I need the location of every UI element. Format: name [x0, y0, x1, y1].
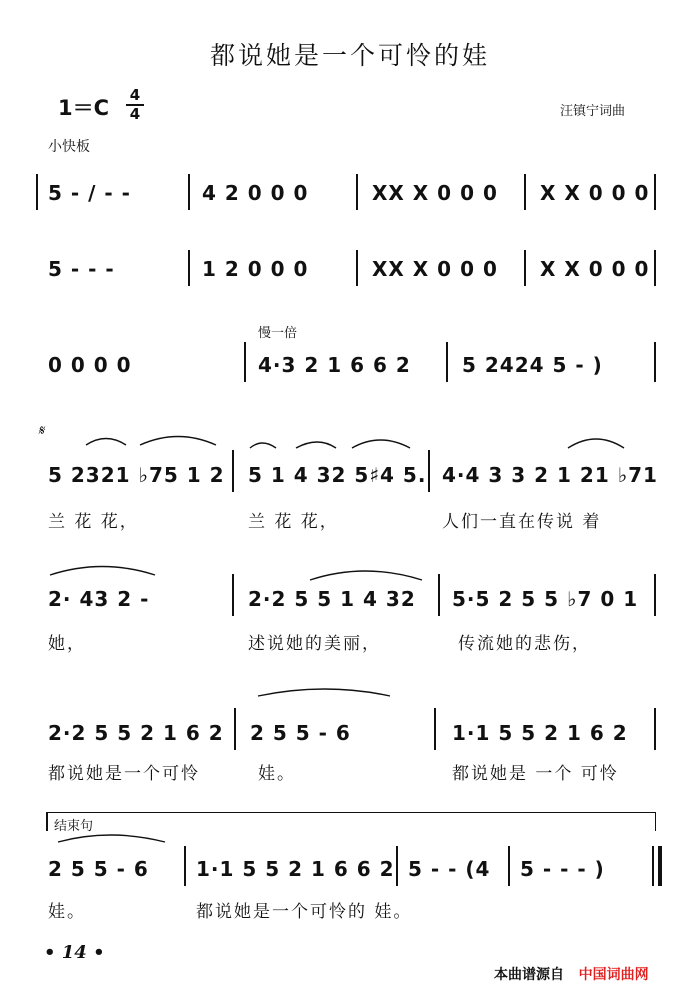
barline	[446, 342, 448, 382]
barline	[188, 174, 190, 210]
measure: 1·1 5 5 2 1 6 2	[452, 721, 628, 745]
barline	[36, 174, 38, 210]
lyric-line: 兰 花 花，	[248, 512, 339, 532]
tempo-mark-slow: 慢一倍	[258, 326, 298, 341]
segno-sign: 𝄋	[38, 423, 45, 439]
time-signature-top: 4	[129, 86, 141, 104]
slur	[258, 689, 390, 696]
measure: 2· 43 2 -	[48, 587, 150, 611]
measure: 5 - - - )	[520, 857, 605, 881]
barline	[654, 574, 656, 616]
measure: 1 2 0 0 0	[202, 257, 309, 281]
final-barline-thick	[658, 846, 662, 886]
time-signature-bottom: 4	[129, 105, 141, 123]
barline	[188, 250, 190, 286]
barline	[524, 250, 526, 286]
footer-site: 中国词曲网	[578, 967, 649, 983]
slur	[352, 440, 410, 448]
slur	[568, 439, 624, 448]
measure: 5 - - -	[48, 257, 115, 281]
barline	[654, 708, 656, 750]
barline	[232, 450, 234, 492]
lyric-line: 都说她是一个可怜	[48, 764, 200, 784]
barline	[232, 574, 234, 616]
ending-bracket-left	[46, 813, 48, 831]
barline	[396, 846, 398, 886]
key-signature: 1＝C	[58, 96, 110, 120]
lyric-line: 娃。	[258, 764, 296, 784]
measure: XX X 0 0 0	[372, 181, 498, 205]
measure: 4 2 0 0 0	[202, 181, 309, 205]
lyric-line: 她，	[48, 634, 86, 654]
ending-bracket-right	[655, 813, 657, 831]
slur	[50, 567, 155, 576]
slur	[250, 443, 276, 448]
composer-credit: 汪镇宁词曲	[560, 104, 626, 119]
time-signature	[126, 88, 144, 122]
barline	[508, 846, 510, 886]
measure: 2 5 5 - 6	[48, 857, 149, 881]
footer-text: 本曲谱源自	[494, 967, 564, 983]
measure: 5 - / - -	[48, 181, 131, 205]
lyric-line: 述说她的美丽，	[248, 634, 381, 654]
measure: 5 - - (4	[408, 857, 491, 881]
slur	[310, 571, 422, 580]
page-number: • 14 •	[44, 942, 105, 963]
song-title: 都说她是一个可怜的娃	[209, 41, 490, 70]
measure: 4·4 3 3 2 1 21 ♭71	[442, 463, 658, 487]
measure: 1·1 5 5 2 1 6 6 2	[196, 857, 395, 881]
measure: 0 0 0 0	[48, 353, 132, 377]
lyric-line: 娃。	[48, 902, 86, 922]
measure: 2·2 5 5 2 1 6 2	[48, 721, 224, 745]
barline	[356, 250, 358, 286]
slur	[296, 442, 336, 448]
barline	[438, 574, 440, 616]
lyric-line: 都说她是一个可怜的 娃。	[196, 902, 413, 922]
measure: XX X 0 0 0	[372, 257, 498, 281]
barline	[234, 708, 236, 750]
slur	[86, 439, 126, 446]
lyric-line: 人们一直在传说 着	[442, 512, 602, 532]
barline	[356, 174, 358, 210]
final-barline-thin	[652, 846, 654, 886]
measure: X X 0 0 0	[540, 181, 650, 205]
measure: 5 2321 ♭75 1 2	[48, 463, 225, 487]
barline	[654, 342, 656, 382]
slur	[58, 835, 165, 842]
measure: 5·5 2 5 5 ♭7 0 1	[452, 587, 639, 611]
source-footer	[494, 964, 649, 984]
measure: 2 5 5 - 6	[250, 721, 351, 745]
tempo-mark: 小快板	[48, 139, 90, 155]
lyric-line: 兰 花 花，	[48, 512, 139, 532]
barline	[434, 708, 436, 750]
measure: 5 2424 5 - )	[462, 353, 603, 377]
barline	[184, 846, 186, 886]
measure: 5 1 4 32 5♯4 5.	[248, 463, 427, 487]
barline	[654, 174, 656, 210]
lyric-line: 都说她是 一个 可怜	[452, 764, 619, 784]
barline	[654, 250, 656, 286]
ending-bracket	[46, 812, 656, 833]
measure: 2·2 5 5 1 4 32	[248, 587, 416, 611]
measure: X X 0 0 0	[540, 257, 650, 281]
barline	[244, 342, 246, 382]
ending-label: 结束句	[54, 819, 94, 834]
lyric-line: 传流她的悲伤，	[458, 634, 591, 654]
measure: 4·3 2 1 6 6 2	[258, 353, 411, 377]
barline	[428, 450, 430, 492]
slur	[140, 437, 216, 446]
barline	[524, 174, 526, 210]
